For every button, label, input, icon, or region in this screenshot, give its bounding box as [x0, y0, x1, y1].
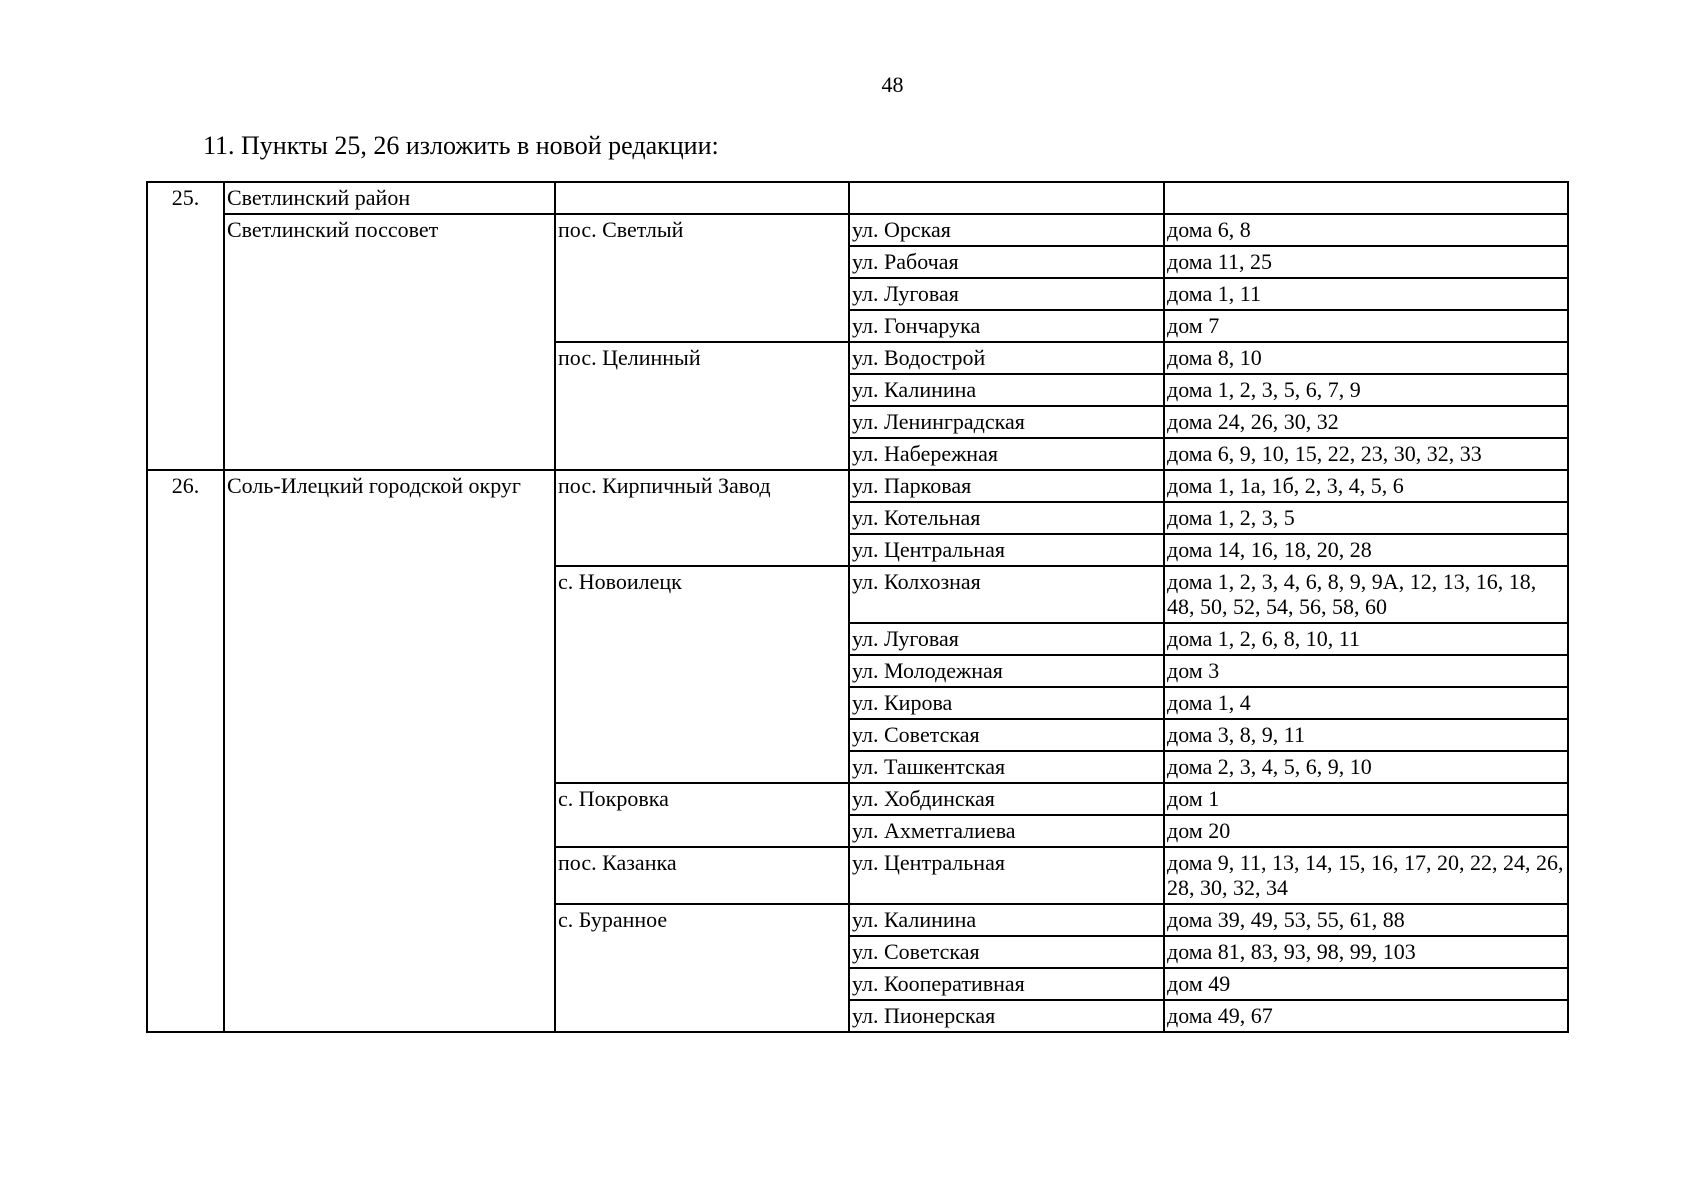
houses-cell: дом 7 [1164, 310, 1568, 342]
houses-cell: дома 1, 1а, 1б, 2, 3, 4, 5, 6 [1164, 470, 1568, 502]
settlement-cell: с. Буранное [555, 904, 849, 1032]
settlement-cell: с. Новоилецк [555, 566, 849, 783]
houses-cell: дом 3 [1164, 655, 1568, 687]
street-cell: ул. Ташкентская [849, 751, 1164, 783]
street-cell: ул. Кооперативная [849, 968, 1164, 1000]
houses-cell: дома 6, 8 [1164, 214, 1568, 246]
houses-cell: дома 24, 26, 30, 32 [1164, 406, 1568, 438]
street-cell: ул. Молодежная [849, 655, 1164, 687]
houses-cell: дома 6, 9, 10, 15, 22, 23, 30, 32, 33 [1164, 438, 1568, 470]
houses-cell: дома 8, 10 [1164, 342, 1568, 374]
houses-cell: дома 49, 67 [1164, 1000, 1568, 1032]
houses-cell: дома 1, 11 [1164, 278, 1568, 310]
houses-cell: дома 2, 3, 4, 5, 6, 9, 10 [1164, 751, 1568, 783]
street-cell: ул. Парковая [849, 470, 1164, 502]
houses-cell: дома 1, 4 [1164, 687, 1568, 719]
street-cell: ул. Котельная [849, 502, 1164, 534]
houses-cell: дома 1, 2, 3, 5, 6, 7, 9 [1164, 374, 1568, 406]
addresses-table [146, 181, 1569, 1033]
table-row [147, 182, 1568, 214]
street-cell: ул. Гончарука [849, 310, 1164, 342]
street-cell: ул. Водострой [849, 342, 1164, 374]
street-cell: ул. Ленинградская [849, 406, 1164, 438]
settlement-cell: пос. Целинный [555, 342, 849, 470]
street-cell: ул. Пионерская [849, 1000, 1164, 1032]
street-cell: ул. Советская [849, 936, 1164, 968]
houses-cell: дома 11, 25 [1164, 246, 1568, 278]
settlement-cell: с. Покровка [555, 783, 849, 847]
street-cell: ул. Центральная [849, 534, 1164, 566]
houses-cell: дома 1, 2, 3, 4, 6, 8, 9, 9А, 12, 13, 16, 18, 48, 50, 52, 54, 56, 58, 60 [1164, 566, 1568, 623]
empty-cell [849, 182, 1164, 214]
houses-cell: дома 1, 2, 6, 8, 10, 11 [1164, 623, 1568, 655]
street-cell: ул. Колхозная [849, 566, 1164, 623]
street-cell: ул. Хобдинская [849, 783, 1164, 815]
houses-cell: дома 14, 16, 18, 20, 28 [1164, 534, 1568, 566]
street-cell: ул. Луговая [849, 623, 1164, 655]
street-cell: ул. Калинина [849, 374, 1164, 406]
council-cell: Светлинский поссовет [224, 214, 555, 470]
houses-cell: дом 49 [1164, 968, 1568, 1000]
item-number: 26. [147, 470, 224, 1032]
district-cell: Светлинский район [224, 182, 555, 214]
street-cell: ул. Набережная [849, 438, 1164, 470]
settlement-cell: пос. Кирпичный Завод [555, 470, 849, 566]
street-cell: ул. Орская [849, 214, 1164, 246]
houses-cell: дома 9, 11, 13, 14, 15, 16, 17, 20, 22, 24, 26, 28, 30, 32, 34 [1164, 847, 1568, 904]
settlement-cell: пос. Казанка [555, 847, 849, 904]
intro-text: 11. Пункты 25, 26 изложить в новой редакции: [203, 131, 719, 160]
district-cell: Соль-Илецкий городской округ [224, 470, 555, 1032]
street-cell: ул. Калинина [849, 904, 1164, 936]
page-number: 48 [881, 72, 904, 97]
street-cell: ул. Ахметгалиева [849, 815, 1164, 847]
table-row [147, 214, 1568, 246]
houses-cell: дома 1, 2, 3, 5 [1164, 502, 1568, 534]
houses-cell: дома 3, 8, 9, 11 [1164, 719, 1568, 751]
street-cell: ул. Советская [849, 719, 1164, 751]
houses-cell: дома 81, 83, 93, 98, 99, 103 [1164, 936, 1568, 968]
street-cell: ул. Центральная [849, 847, 1164, 904]
settlement-cell: пос. Светлый [555, 214, 849, 342]
street-cell: ул. Луговая [849, 278, 1164, 310]
empty-cell [555, 182, 849, 214]
houses-cell: дом 20 [1164, 815, 1568, 847]
item-number: 25. [147, 182, 224, 470]
houses-cell: дома 39, 49, 53, 55, 61, 88 [1164, 904, 1568, 936]
houses-cell: дом 1 [1164, 783, 1568, 815]
street-cell: ул. Кирова [849, 687, 1164, 719]
empty-cell [1164, 182, 1568, 214]
street-cell: ул. Рабочая [849, 246, 1164, 278]
table-row [147, 470, 1568, 502]
